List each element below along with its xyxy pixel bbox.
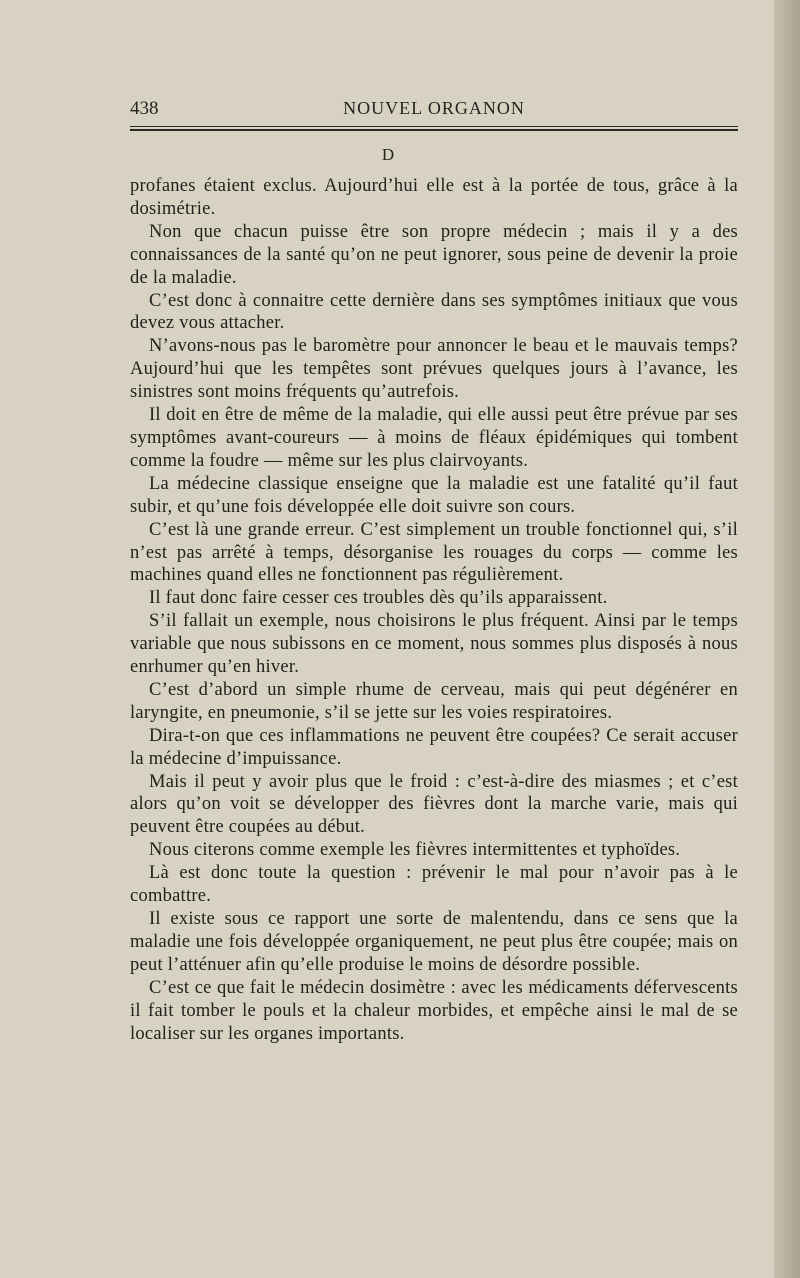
paragraph-12: Mais il peut y avoir plus que le froid : c’est-à-dire des miasmes ; et c’est alors qu’on voit se développer des fièvres dont la marche varie, mais qui peuvent être coupées au début. [130, 771, 738, 838]
paragraph-9: S’il fallait un exemple, nous choisirons le plus fréquent. Ainsi par le temps variable que nous subissons en ce moment, nous sommes plus disposés à nous enrhumer qu’en hiver. [130, 611, 738, 678]
body-text [130, 175, 738, 1045]
paragraph-15: Il existe sous ce rapport une sorte de malentendu, dans ce sens que la maladie une fois développée organiquement, ne peut plus être coupée; mais on peut l’atténuer afin qu’elle produise le moins de désordre possible. [130, 909, 738, 975]
paragraph-6: La médecine classique enseigne que la maladie est une fatalité qu’il faut subir, et qu’une fois développée elle doit suivre son cours. [130, 473, 738, 517]
paragraph-11: Dira-t-on que ces inflammations ne peuvent être coupées? Ce serait accuser la médecine d’impuissance. [130, 725, 738, 769]
paragraph-1: profanes étaient exclus. Aujourd’hui elle est à la portée de tous, grâce à la dosimétrie. [130, 176, 738, 219]
paragraph-13: Nous citerons comme exemple les fièvres intermittentes et typhoïdes. [149, 840, 681, 861]
paragraph-10: C’est d’abord un simple rhume de cerveau, mais qui peut dégénérer en laryngite, en pneumonie, s’il se jette sur les voies respiratoires. [130, 679, 738, 723]
header-rule-thin [130, 126, 738, 127]
paragraph-16: C’est ce que fait le médecin dosimètre : avec les médicaments défervescents il fait tomber le pouls et la chaleur morbides, et empêche ainsi le mal de se localiser sur les organes importants. [130, 977, 738, 1044]
page-number: 438 [130, 98, 159, 119]
page-edge-shadow [774, 0, 800, 1278]
running-head [130, 98, 738, 124]
paragraph-7: C’est là une grande erreur. C’est simplement un trouble fonctionnel qui, s’il n’est pas arrêté à temps, désorganise les rouages du corps — comme les machines quand elles ne fonctionnent pas régulièrement. [130, 519, 738, 586]
paragraph-14: Là est donc toute la question : prévenir le mal pour n’avoir pas à le combattre. [130, 863, 738, 907]
running-title: NOUVEL ORGANON [343, 98, 525, 118]
header-rule-thick [130, 129, 738, 131]
signature-mark: D [381, 145, 395, 164]
paragraph-5: Il doit en être de même de la maladie, qui elle aussi peut être prévue par ses symptômes avant-coureurs — à moins de fléaux épidémiques qui tombent comme la foudre — même sur les plus clairvoyants. [130, 405, 738, 471]
paragraph-8: Il faut donc faire cesser ces troubles dès qu’ils apparaissent. [149, 588, 608, 609]
paragraph-2: Non que chacun puisse être son propre médecin ; mais il y a des connaissances de la santé qu’on ne peut ignorer, sous peine de devenir la proie de la maladie. [130, 221, 738, 288]
paragraph-3: C’est donc à connaitre cette dernière dans ses symptômes initiaux que vous devez vous attacher. [130, 290, 738, 334]
paragraph-4: N’avons-nous pas le baromètre pour annoncer le beau et le mauvais temps? Aujourd’hui que les tempêtes sont prévues quelques jours à l’avance, les sinistres sont moins fréquents qu’autrefois. [130, 336, 738, 403]
